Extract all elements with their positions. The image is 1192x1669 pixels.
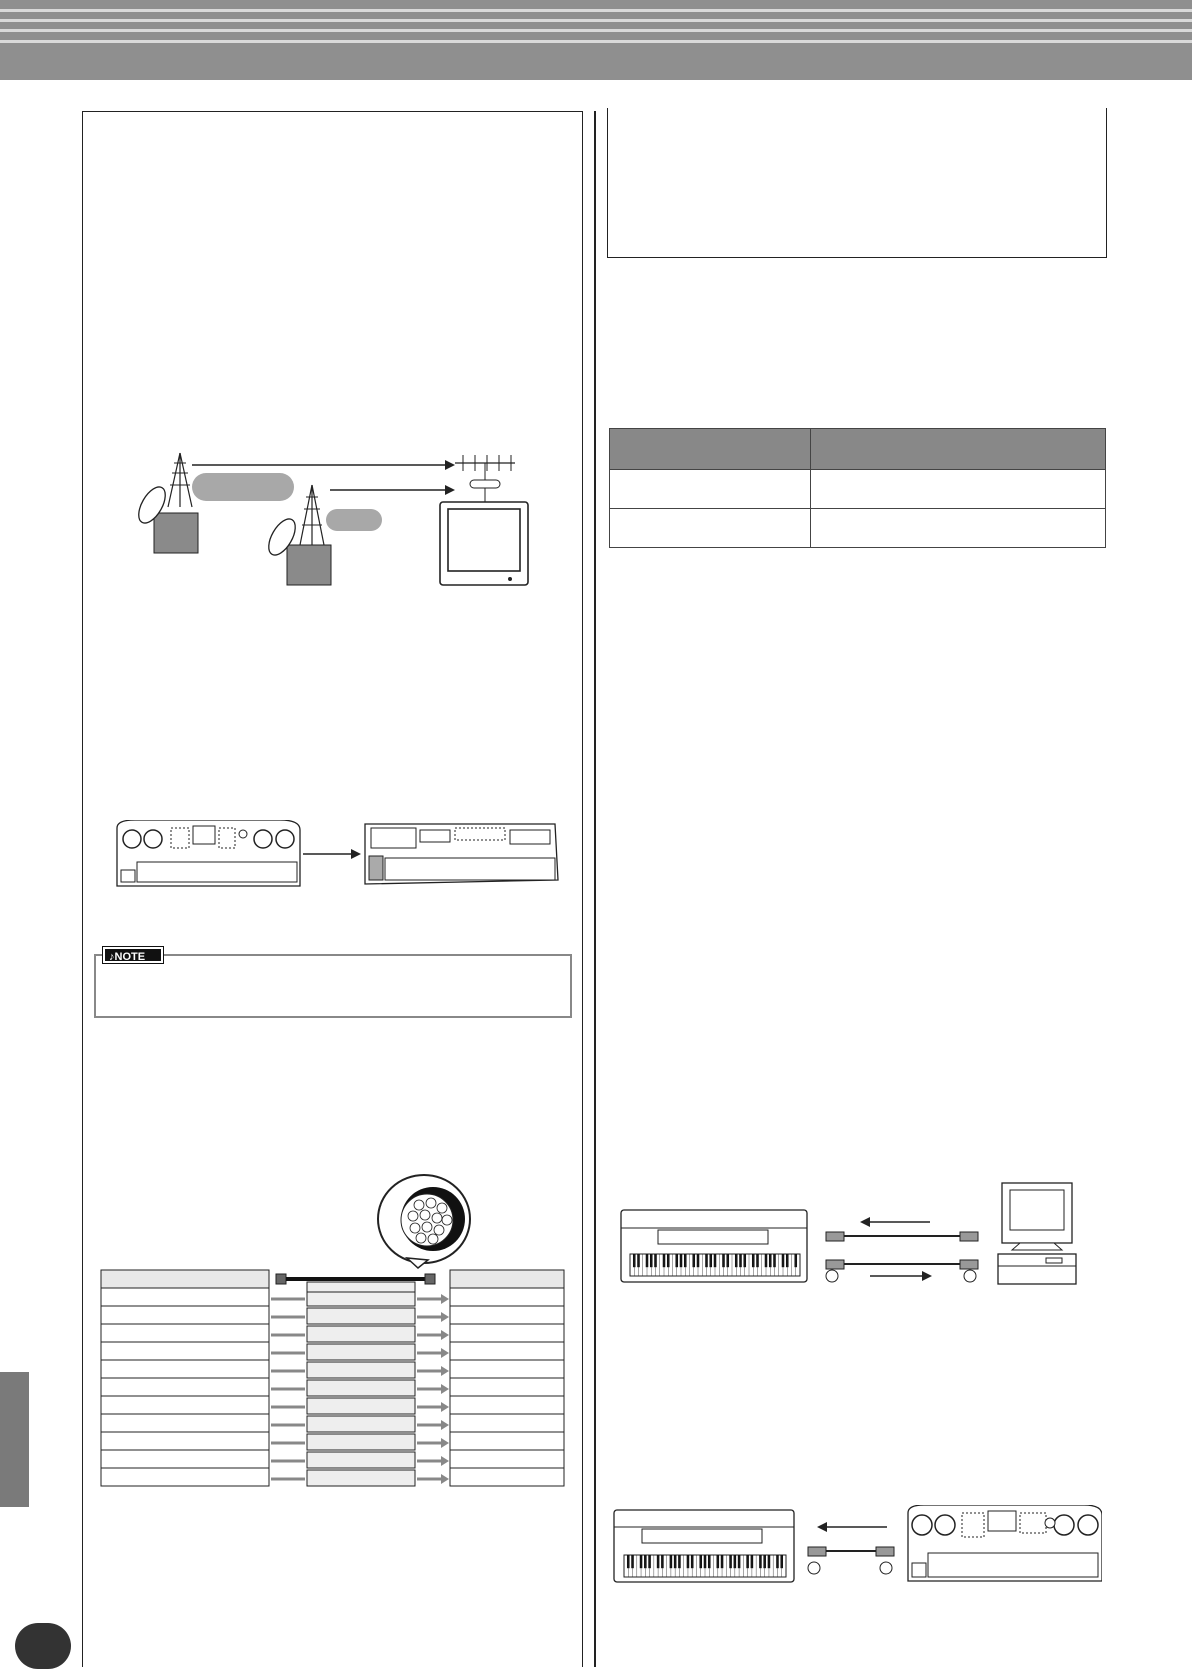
keyboard-piano-diagram <box>612 1505 1102 1585</box>
sender-channel-list <box>101 1270 269 1486</box>
digital-piano-icon <box>621 1210 807 1282</box>
table-row <box>610 470 1106 509</box>
channel-cell <box>307 1362 415 1378</box>
channel-cell <box>307 1452 415 1468</box>
music-note-icon: ♪ <box>109 951 115 963</box>
header-band <box>0 0 1192 80</box>
page-number-oval <box>15 1623 71 1669</box>
antenna-icon <box>455 455 515 502</box>
broadcast-diagram <box>130 445 550 595</box>
channel-cell <box>307 1434 415 1450</box>
midi-cable-icon <box>808 1547 894 1574</box>
column-divider <box>594 111 596 1667</box>
channel-cell <box>307 1470 415 1486</box>
channel-cell <box>307 1308 415 1324</box>
synthesizer-icon <box>365 824 558 884</box>
channel-cell <box>307 1398 415 1414</box>
section-tab <box>0 1372 29 1507</box>
table-row <box>610 509 1106 548</box>
midi-channel-diagram <box>95 1170 570 1490</box>
signal-label-2 <box>326 509 382 531</box>
cable-magnifier-icon <box>378 1175 470 1268</box>
channel-cell <box>307 1416 415 1432</box>
note-label: ♪NOTE <box>103 947 163 963</box>
computer-icon <box>998 1183 1076 1284</box>
midi-cable-icon <box>826 1232 978 1241</box>
channel-cell <box>307 1326 415 1342</box>
piano-computer-diagram <box>618 1180 1078 1285</box>
midi-connection-diagram <box>115 820 565 892</box>
signal-label-1 <box>192 473 294 501</box>
data-table <box>609 428 1106 548</box>
list-header <box>450 1270 564 1288</box>
keyboard-instrument-icon <box>908 1505 1102 1581</box>
note-box <box>94 954 572 1018</box>
right-top-box <box>607 108 1107 258</box>
midi-cable-icon <box>826 1260 978 1282</box>
receiver-channel-list <box>450 1270 564 1486</box>
channel-cell <box>307 1380 415 1396</box>
list-header <box>101 1270 269 1288</box>
television-icon <box>440 502 528 585</box>
channel-cell <box>307 1344 415 1360</box>
table-header-row <box>610 429 1106 470</box>
channel-number-list <box>307 1282 415 1486</box>
keyboard-instrument-icon <box>117 820 300 886</box>
